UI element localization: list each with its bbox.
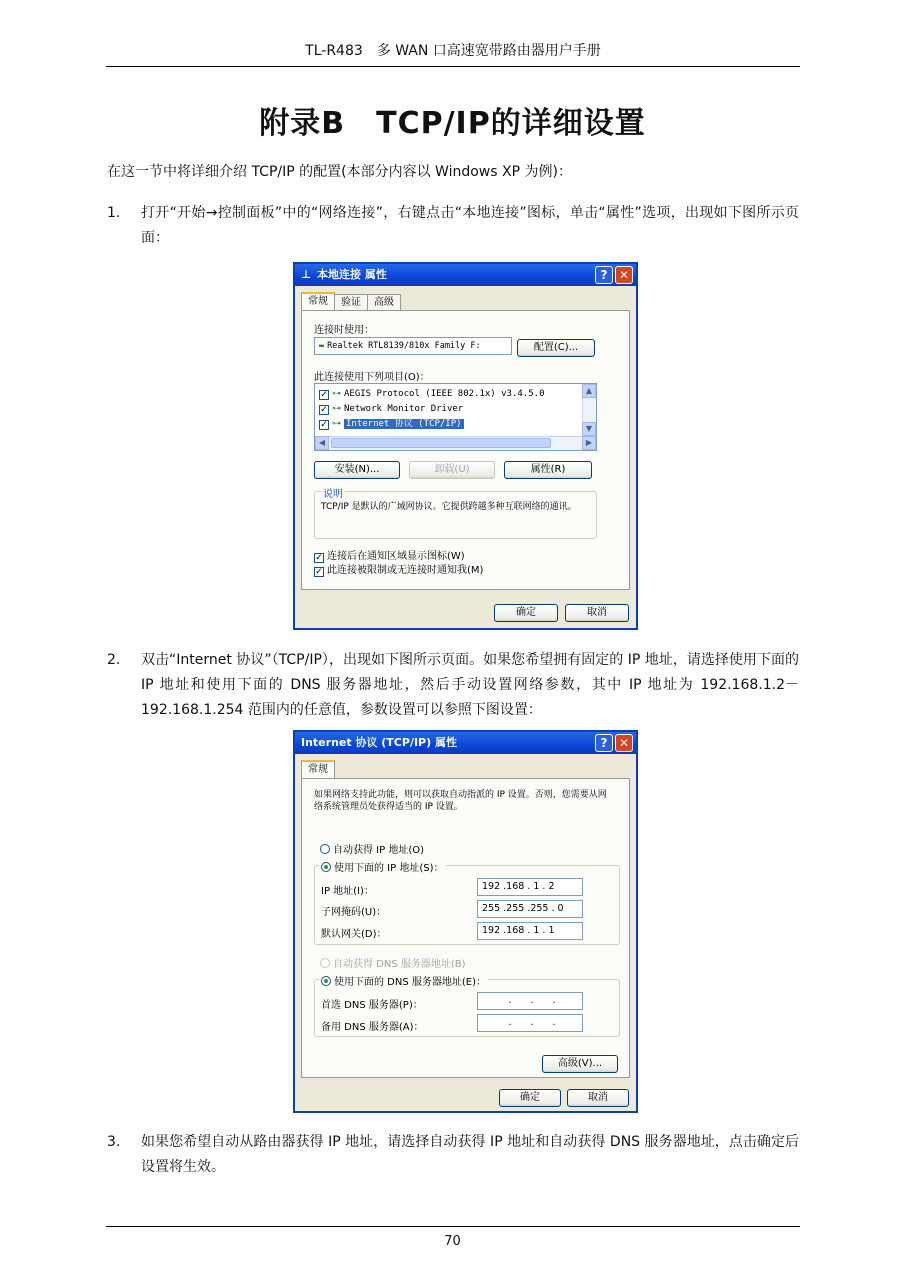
step-number: 1. [107, 205, 121, 221]
adapter-field [314, 337, 512, 355]
gateway-field[interactable]: 192 .168 . 1 . 1 [477, 922, 583, 940]
ip-address-field[interactable]: 192 .168 . 1 . 2 [477, 878, 583, 896]
intro-note: 如果网络支持此功能，则可以获取自动指派的 IP 设置。否则，您需要从网络系统管理员处获得适当的 IP 设置。 [314, 790, 607, 812]
close-button[interactable]: ✕ [615, 734, 633, 752]
general-panel [301, 778, 630, 1078]
ip-group [314, 865, 620, 945]
list-item[interactable] [319, 402, 463, 416]
configure-button[interactable]: 配置(C)... [517, 339, 595, 357]
checkbox-checked[interactable]: ✓ [320, 405, 328, 415]
auto-dns-label: 自动获得 DNS 服务器地址(B) [333, 959, 466, 970]
intro-text: 在这一节中将详细介绍 TCP/IP 的配置(本部分内容以 Windows XP 为例)： [107, 164, 572, 180]
manual-dns-option[interactable] [319, 973, 488, 988]
help-button[interactable]: ? [595, 734, 613, 752]
manual-ip-label: 使用下面的 IP 地址(S)： [334, 863, 444, 874]
page-number: 70 [444, 1234, 461, 1249]
step-text: 双击“Internet 协议”（TCP/IP），出现如下图所示页面。如果您希望拥有固定的 IP 地址，请选择使用下面的 IP 地址和使用下面的 DNS 服务器地址，然后手动设置网络参数，其中 IP 地址为 192.168.1.2－192.168.1.254 范围内的任意值，参数设置可以参照下图设置： [141, 652, 799, 718]
network-card-icon: ▬ [319, 341, 325, 351]
list-item-label: AEGIS Protocol (IEEE 802.1x) v3.4.5.0 [344, 389, 545, 399]
tab-advanced[interactable]: 高级 [367, 294, 401, 310]
cancel-button[interactable]: 取消 [565, 604, 629, 622]
step-number: 3. [107, 1134, 121, 1150]
ok-button[interactable]: 确定 [494, 604, 558, 622]
dialog-title: Internet 协议 (TCP/IP) 属性 [301, 736, 457, 749]
step-text: 打开“开始→控制面板”中的“网络连接”，右键点击“本地连接”图标，单击“属性”选项，出现如下图所示页面： [141, 205, 799, 246]
alternate-dns-field[interactable]: . . . [477, 1014, 583, 1032]
tcpip-properties-dialog [293, 730, 638, 1113]
radio-on[interactable] [321, 862, 331, 872]
dialog-title: 本地连接 属性 [317, 268, 387, 281]
help-button[interactable]: ? [595, 266, 613, 284]
uninstall-button: 卸载(U) [409, 461, 495, 479]
advanced-button[interactable]: 高级(V)... [542, 1055, 618, 1073]
dns-group [314, 979, 620, 1037]
ip-address-label: IP 地址(I)： [321, 886, 374, 897]
close-button[interactable]: ✕ [615, 266, 633, 284]
tab-bar [301, 760, 334, 778]
dialog-titlebar [295, 264, 636, 286]
protocol-icon: ⊶ [332, 419, 341, 429]
adapter-name: Realtek RTL8139/810x Family F: [327, 341, 481, 351]
manual-ip-option[interactable] [319, 859, 446, 874]
subnet-mask-label: 子网掩码(U)： [321, 907, 387, 918]
appendix-title: 附录B TCP/IP的详细设置 [259, 106, 646, 141]
local-connection-properties-dialog [293, 262, 638, 630]
step-2 [107, 648, 799, 728]
radio-disabled [320, 958, 330, 968]
checkbox-checked[interactable]: ✓ [315, 567, 323, 577]
tab-bar [301, 292, 400, 310]
auto-ip-option[interactable] [320, 841, 424, 856]
auto-dns-option [320, 955, 466, 970]
tab-general[interactable]: 常规 [301, 292, 335, 310]
protocol-icon: ⊶ [332, 404, 341, 414]
tab-authentication[interactable]: 验证 [334, 294, 368, 310]
radio-off[interactable] [320, 844, 330, 854]
manual-dns-label: 使用下面的 DNS 服务器地址(E)： [334, 977, 487, 988]
notify-option[interactable] [314, 561, 483, 577]
description-title: 说明 [321, 485, 345, 500]
auto-ip-label: 自动获得 IP 地址(O) [333, 845, 425, 856]
step-number: 2. [107, 652, 121, 668]
step-3 [107, 1130, 799, 1185]
checkbox-checked[interactable]: ✓ [320, 420, 328, 430]
dialog-titlebar [295, 732, 636, 754]
list-item-label: Network Monitor Driver [344, 404, 464, 414]
list-item-label: Internet 协议 (TCP/IP) [346, 419, 462, 429]
horizontal-scrollbar[interactable] [315, 436, 596, 450]
description-group [314, 491, 597, 539]
header-rule [106, 66, 800, 67]
tab-general[interactable]: 常规 [301, 760, 335, 778]
general-panel [301, 310, 630, 590]
scroll-right-icon[interactable]: ▶ [582, 436, 596, 450]
properties-button[interactable]: 属性(R) [504, 461, 592, 479]
radio-on[interactable] [321, 976, 331, 986]
preferred-dns-field[interactable]: . . . [477, 992, 583, 1010]
connect-using-label: 连接时使用： [314, 325, 374, 336]
items-label: 此连接使用下列项目(O)： [314, 372, 430, 383]
list-item[interactable] [319, 387, 544, 401]
notify-label: 此连接被限制或无连接时通知我(M) [327, 565, 484, 576]
install-button[interactable]: 安装(N)... [314, 461, 400, 479]
scroll-up-icon[interactable]: ▲ [582, 384, 596, 398]
list-item-selected[interactable] [319, 417, 464, 431]
subnet-mask-field[interactable]: 255 .255 .255 . 0 [477, 900, 583, 918]
scroll-left-icon[interactable]: ◀ [315, 436, 329, 450]
show-icon-label: 连接后在通知区域显示图标(W) [327, 551, 465, 562]
preferred-dns-label: 首选 DNS 服务器(P)： [321, 1000, 423, 1011]
scroll-thumb[interactable] [331, 438, 551, 448]
protocol-icon: ⊶ [332, 389, 341, 399]
scroll-down-icon[interactable]: ▼ [582, 422, 596, 436]
footer-rule [106, 1226, 800, 1227]
step-text: 如果您希望自动从路由器获得 IP 地址，请选择自动获得 IP 地址和自动获得 DNS 服务器地址，点击确定后设置将生效。 [141, 1134, 799, 1175]
checkbox-checked[interactable]: ✓ [320, 390, 328, 400]
vertical-scrollbar[interactable] [582, 384, 596, 436]
step-1 [107, 201, 799, 256]
cancel-button[interactable]: 取消 [567, 1089, 629, 1107]
alternate-dns-label: 备用 DNS 服务器(A)： [321, 1022, 424, 1033]
ok-button[interactable]: 确定 [499, 1089, 561, 1107]
description-text: TCP/IP 是默认的广域网协议。它提供跨越多种互联网络的通讯。 [321, 502, 577, 512]
page-header: TL-R483 多 WAN 口高速宽带路由器用户手册 [305, 43, 601, 59]
checkbox-checked[interactable]: ✓ [315, 553, 323, 563]
components-list[interactable] [314, 383, 597, 451]
network-icon: ⊥ [301, 268, 312, 281]
gateway-label: 默认网关(D)： [321, 929, 387, 940]
